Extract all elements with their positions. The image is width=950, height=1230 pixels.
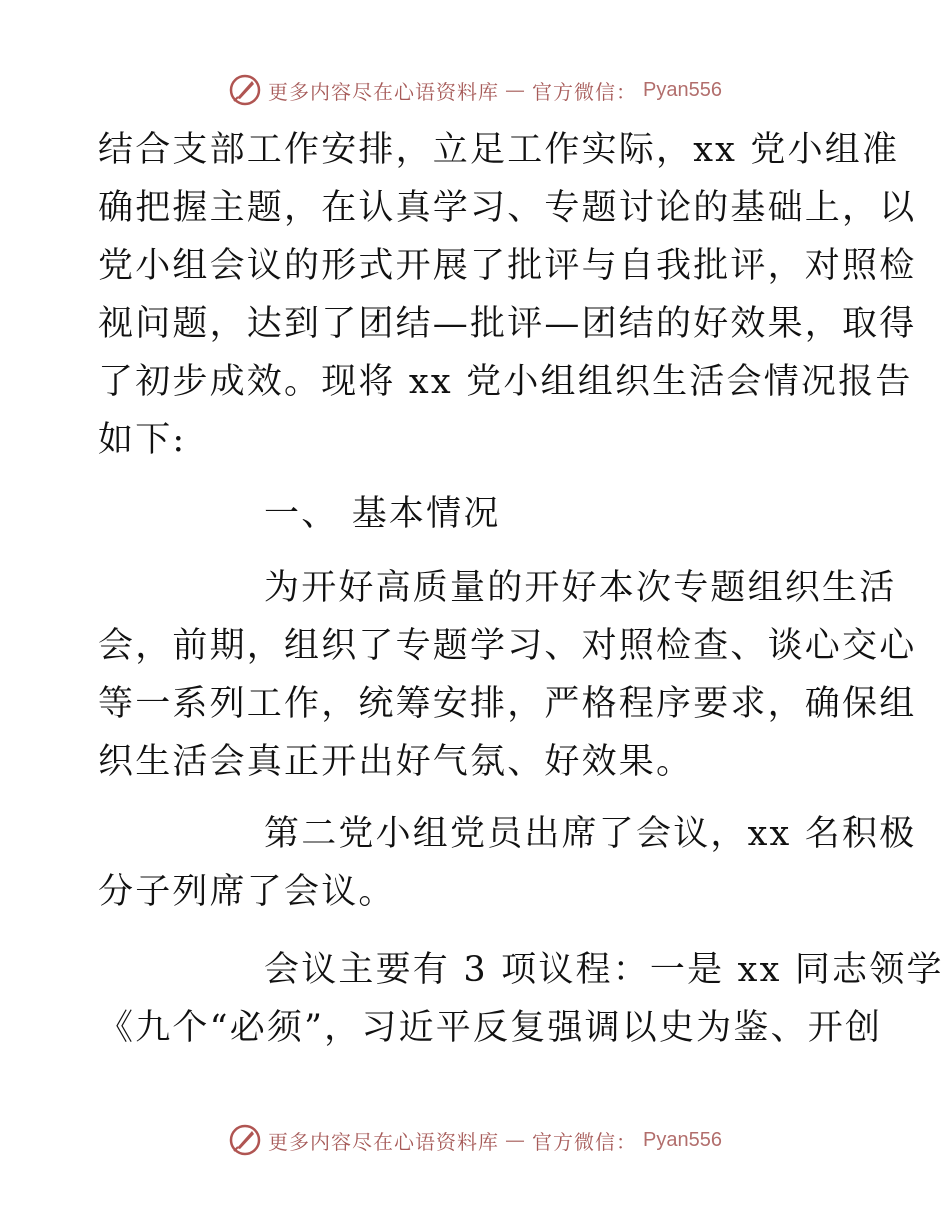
paragraph-2-line-2: 会，前期，组织了专题学习、对照检查、谈心交心 (98, 626, 917, 666)
footer-contact-id: Pyan556 (643, 1128, 722, 1151)
paragraph-2-line-1: 为开好高质量的开好本次专题组织生活 (264, 568, 897, 608)
header-contact-id: Pyan556 (643, 78, 722, 101)
footer-site-text: 更多内容尽在心语资料库 (268, 1129, 500, 1154)
paragraph-2-line-3: 等一系列工作，统筹安排，严格程序要求，确保组 (98, 684, 917, 724)
header-separator: — (505, 78, 527, 102)
footer-separator: — (505, 1128, 527, 1152)
quill-logo-icon (228, 1123, 262, 1157)
paragraph-3-line-1: 第二党小组党员出席了会议，xx 名积极 (264, 814, 917, 854)
paragraph-3-line-2: 分子列席了会议。 (98, 872, 396, 912)
paragraph-4-line-2: 《九个“必须”，习近平反复强调以史为鉴、开创 (98, 1008, 883, 1048)
paragraph-1-line-6: 如下: (98, 420, 187, 460)
paragraph-1-line-4: 视问题，达到了团结—批评—团结的好效果，取得 (98, 304, 917, 344)
section-heading-1: 一、 基本情况 (264, 494, 501, 534)
header-banner (0, 70, 950, 110)
quill-logo-icon (228, 73, 262, 107)
header-contact-label: 官方微信： (532, 79, 638, 104)
paragraph-1-line-2: 确把握主题，在认真学习、专题讨论的基础上，以 (98, 188, 917, 228)
header-site-text: 更多内容尽在心语资料库 (268, 79, 500, 104)
paragraph-1-line-1: 结合支部工作安排，立足工作实际，xx 党小组准 (98, 130, 900, 170)
paragraph-4-line-1: 会议主要有 3 项议程：一是 xx 同志领学 (264, 950, 944, 990)
footer-banner (0, 1120, 950, 1160)
paragraph-2-line-4: 织生活会真正开出好气氛、好效果。 (98, 742, 694, 782)
footer-contact-label: 官方微信： (532, 1129, 638, 1154)
paragraph-1-line-5: 了初步成效。现将 xx 党小组组织生活会情况报告 (98, 362, 913, 402)
paragraph-1-line-3: 党小组会议的形式开展了批评与自我批评，对照检 (98, 246, 917, 286)
